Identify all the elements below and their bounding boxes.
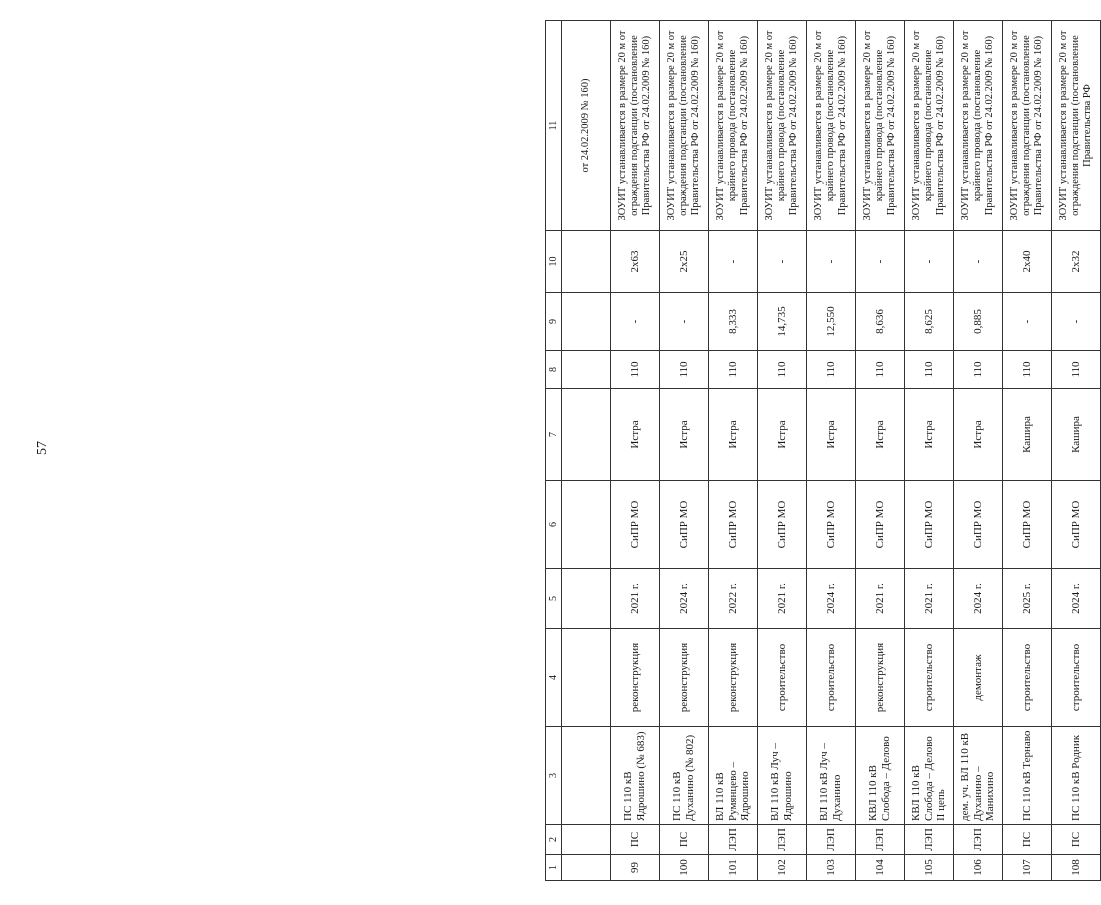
cell-num: 106 — [954, 855, 1003, 881]
cell-note: ЗОУИТ устанавливается в размере 20 м от крайнего провода (постановление Правительства РФ от 24.02.2009 № 160) — [856, 21, 905, 231]
cell-district: Истра — [709, 389, 758, 481]
continuation-note: от 24.02.2009 № 160) — [562, 21, 611, 231]
cell-org: СиПР МО — [856, 481, 905, 569]
column-header: 10 — [546, 231, 562, 293]
column-header: 11 — [546, 21, 562, 231]
cell-voltage: 110 — [660, 351, 709, 389]
cell-year: 2024 г. — [1052, 569, 1101, 629]
cell-org: СиПР МО — [660, 481, 709, 569]
cell-note: ЗОУИТ устанавливается в размере 20 м от крайнего провода (постановление Правительства РФ от 24.02.2009 № 160) — [758, 21, 807, 231]
table-row — [1052, 21, 1101, 881]
cell-num: 108 — [1052, 855, 1101, 881]
cell-district: Истра — [611, 389, 660, 481]
column-header: 5 — [546, 569, 562, 629]
cell-work: строительство — [1003, 629, 1052, 727]
table-row — [807, 21, 856, 881]
cell-year: 2021 г. — [905, 569, 954, 629]
cell-note: ЗОУИТ устанавливается в размере 20 м от крайнего провода (постановление Правительства РФ от 24.02.2009 № 160) — [807, 21, 856, 231]
cell-voltage: 110 — [758, 351, 807, 389]
cell-org: СиПР МО — [709, 481, 758, 569]
cell-length: 8,333 — [709, 293, 758, 351]
table-row — [856, 21, 905, 881]
cell-voltage: 110 — [1003, 351, 1052, 389]
table-row — [905, 21, 954, 881]
cell-year: 2022 г. — [709, 569, 758, 629]
cell-year: 2024 г. — [807, 569, 856, 629]
cell-type: ЛЭП — [856, 825, 905, 855]
cell-capacity: - — [954, 231, 1003, 293]
cell-org: СиПР МО — [1003, 481, 1052, 569]
cell-org: СиПР МО — [1052, 481, 1101, 569]
cell-year: 2024 г. — [660, 569, 709, 629]
header-row — [546, 21, 562, 881]
cell-type: ЛЭП — [954, 825, 1003, 855]
cell-name: КВЛ 110 кВ Слобода – Делово II цепь — [905, 727, 954, 825]
rotated-table-container — [545, 21, 1094, 881]
cell-voltage: 110 — [611, 351, 660, 389]
cell-num: 102 — [758, 855, 807, 881]
cell-length: - — [660, 293, 709, 351]
cell-capacity: - — [905, 231, 954, 293]
cell-capacity: 2x63 — [611, 231, 660, 293]
table-row — [758, 21, 807, 881]
cell-num: 104 — [856, 855, 905, 881]
cell-voltage: 110 — [1052, 351, 1101, 389]
cell-capacity: - — [709, 231, 758, 293]
cell-district: Истра — [660, 389, 709, 481]
cell-name: ВЛ 110 кВ Луч – Ядрошино — [758, 727, 807, 825]
column-header: 8 — [546, 351, 562, 389]
cell-org: СиПР МО — [611, 481, 660, 569]
cell-length: - — [1003, 293, 1052, 351]
cell-org: СиПР МО — [954, 481, 1003, 569]
column-header: 2 — [546, 825, 562, 855]
cell-length: - — [1052, 293, 1101, 351]
cell-voltage: 110 — [807, 351, 856, 389]
cell-capacity: 2x32 — [1052, 231, 1101, 293]
cell-num: 99 — [611, 855, 660, 881]
cell-voltage: 110 — [954, 351, 1003, 389]
cell-district: Истра — [807, 389, 856, 481]
table-row — [954, 21, 1003, 881]
cell-district: Истра — [905, 389, 954, 481]
column-header: 4 — [546, 629, 562, 727]
cell-capacity: - — [758, 231, 807, 293]
cell-num: 107 — [1003, 855, 1052, 881]
cell-name: ПС 110 кВ Духанино (№ 802) — [660, 727, 709, 825]
cell-length: - — [611, 293, 660, 351]
cell-work: строительство — [905, 629, 954, 727]
objects-table — [545, 20, 1101, 881]
table-body — [562, 21, 1101, 881]
cell-org: СиПР МО — [758, 481, 807, 569]
column-header: 6 — [546, 481, 562, 569]
column-header: 9 — [546, 293, 562, 351]
cell-type: ЛЭП — [905, 825, 954, 855]
cell-year: 2024 г. — [954, 569, 1003, 629]
cell-capacity: 2x40 — [1003, 231, 1052, 293]
cell-note: ЗОУИТ устанавливается в размере 20 м от ограждения подстанции (постановление Правительства РФ от 24.02.2009 № 160) — [660, 21, 709, 231]
cell-note: ЗОУИТ устанавливается в размере 20 м от крайнего провода (постановление Правительства РФ от 24.02.2009 № 160) — [709, 21, 758, 231]
cell-work: демонтаж — [954, 629, 1003, 727]
cell-type: ПС — [611, 825, 660, 855]
cell-district: Истра — [954, 389, 1003, 481]
cell-year: 2025 г. — [1003, 569, 1052, 629]
cell-name: ПС 110 кВ Ядрошино (№ 683) — [611, 727, 660, 825]
cell-district: Кашира — [1052, 389, 1101, 481]
cell-work: строительство — [807, 629, 856, 727]
cell-work: строительство — [1052, 629, 1101, 727]
cell-district: Кашира — [1003, 389, 1052, 481]
cell-note: ЗОУИТ устанавливается в размере 20 м от ограждения подстанции (постановление Правительства РФ от 24.02.2009 № 160) — [1003, 21, 1052, 231]
cell-length: 14,735 — [758, 293, 807, 351]
cell-name: ПС 110 кВ Тернаво — [1003, 727, 1052, 825]
cell-name: ПС 110 кВ Родник — [1052, 727, 1101, 825]
cell-capacity: - — [856, 231, 905, 293]
cell-year: 2021 г. — [758, 569, 807, 629]
cell-num: 101 — [709, 855, 758, 881]
table-row — [1003, 21, 1052, 881]
cell-type: ЛЭП — [709, 825, 758, 855]
column-header: 7 — [546, 389, 562, 481]
cell-num: 103 — [807, 855, 856, 881]
cell-district: Истра — [856, 389, 905, 481]
cell-length: 0,885 — [954, 293, 1003, 351]
cell-org: СиПР МО — [905, 481, 954, 569]
cell-name: ВЛ 110 кВ Румянцево – Ядрошино — [709, 727, 758, 825]
cell-num: 100 — [660, 855, 709, 881]
cell-work: реконструкция — [660, 629, 709, 727]
cell-note: ЗОУИТ устанавливается в размере 20 м от крайнего провода (постановление Правительства РФ от 24.02.2009 № 160) — [905, 21, 954, 231]
cell-type: ЛЭП — [758, 825, 807, 855]
page-number: 57 — [35, 441, 50, 455]
table-row — [660, 21, 709, 881]
column-header: 1 — [546, 855, 562, 881]
cell-length: 8,625 — [905, 293, 954, 351]
cell-name: дем. уч. ВЛ 110 кВ Духанино – Манихино — [954, 727, 1003, 825]
cell-note: ЗОУИТ устанавливается в размере 20 м от ограждения подстанции (постановление Правительства РФ от 24.02.2009 № 160) — [611, 21, 660, 231]
cell-capacity: - — [807, 231, 856, 293]
cell-year: 2021 г. — [611, 569, 660, 629]
cell-length: 12,550 — [807, 293, 856, 351]
cell-org: СиПР МО — [807, 481, 856, 569]
cell-type: ПС — [660, 825, 709, 855]
cell-name: ВЛ 110 кВ Луч – Духанино — [807, 727, 856, 825]
cell-length: 8,636 — [856, 293, 905, 351]
cell-year: 2021 г. — [856, 569, 905, 629]
table-row — [709, 21, 758, 881]
column-header: 3 — [546, 727, 562, 825]
cell-note: ЗОУИТ устанавливается в размере 20 м от крайнего провода (постановление Правительства РФ от 24.02.2009 № 160) — [954, 21, 1003, 231]
table-row — [611, 21, 660, 881]
cell-district: Истра — [758, 389, 807, 481]
cell-capacity: 2x25 — [660, 231, 709, 293]
cell-work: реконструкция — [709, 629, 758, 727]
cell-work: строительство — [758, 629, 807, 727]
cell-work: реконструкция — [856, 629, 905, 727]
cell-num: 105 — [905, 855, 954, 881]
cell-voltage: 110 — [856, 351, 905, 389]
cell-type: ПС — [1052, 825, 1101, 855]
cell-work: реконструкция — [611, 629, 660, 727]
cell-type: ЛЭП — [807, 825, 856, 855]
cell-type: ПС — [1003, 825, 1052, 855]
cell-voltage: 110 — [709, 351, 758, 389]
cell-note: ЗОУИТ устанавливается в размере 20 м от ограждения подстанции (постановление Правительства РФ — [1052, 21, 1101, 231]
continuation-row — [562, 21, 611, 881]
cell-voltage: 110 — [905, 351, 954, 389]
cell-name: КВЛ 110 кВ Слобода – Делово — [856, 727, 905, 825]
